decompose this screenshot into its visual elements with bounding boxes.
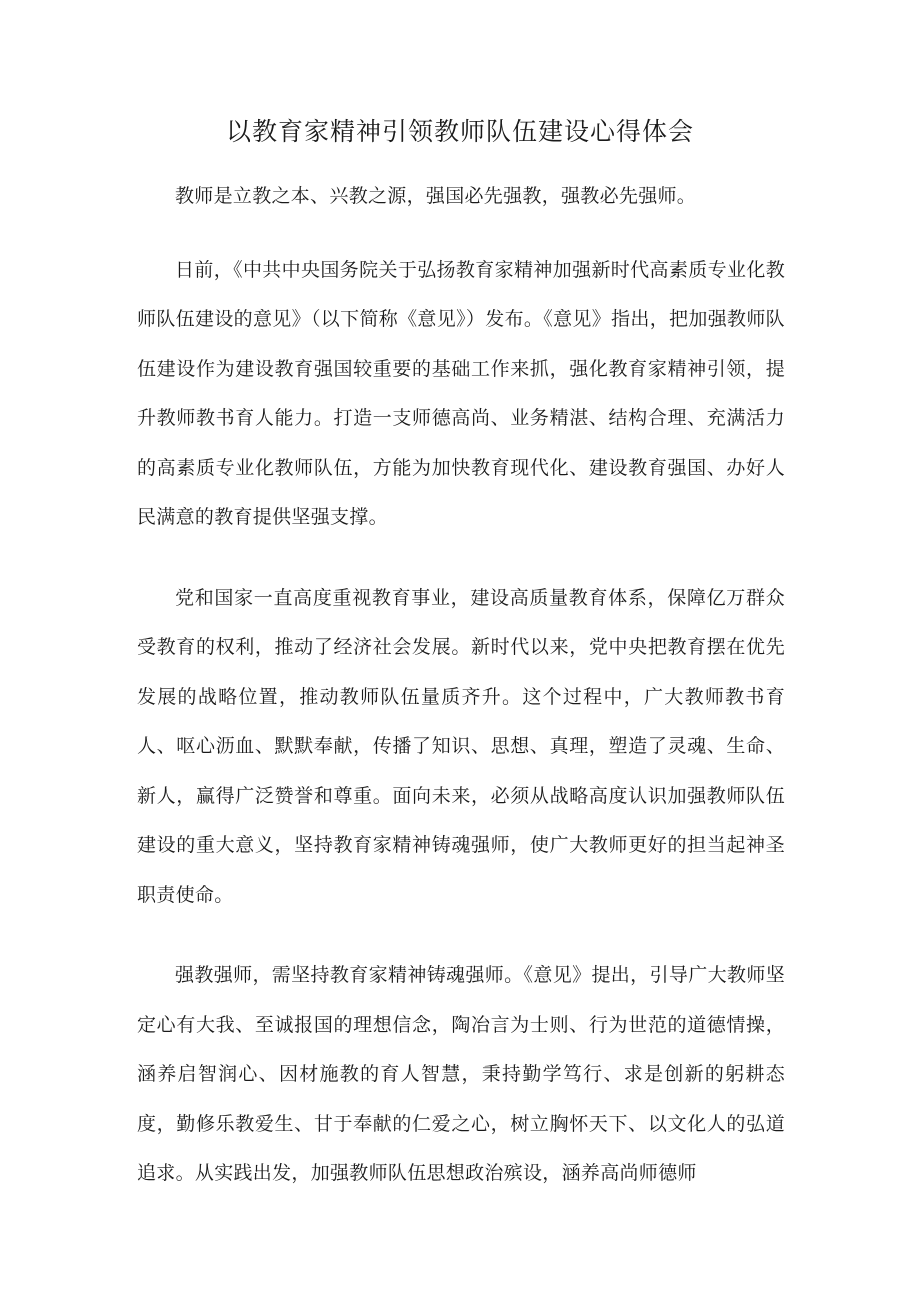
document-title: 以教育家精神引领教师队伍建设心得体会	[225, 117, 694, 146]
paragraph-2: 日前，《中共中央国务院关于弘扬教育家精神加强新时代高素质专业化教师队伍建设的意见》（以下简称《意见》）发布。《意见》指出，把加强教师队伍建设作为建设教育强国较重要的基础工作来抓，强化教育家精神引领，提升教师教书育人能力。打造一支师德高尚、业务精湛、结构合理、充满活力的高素质专业化教师队伍，方能为加快教育现代化、建设教育强国、办好人民满意的教育提供坚强支撑。	[137, 258, 785, 528]
paragraph-4: 强教强师，需坚持教育家精神铸魂强师。《意见》提出，引导广大教师坚定心有大我、至诚报国的理想信念，陶冶言为士则、行为世范的道德情操，涵养启智润心、因材施教的育人智慧，秉持勤学笃行、求是创新的躬耕态度，勤修乐教爱生、甘于奉献的仁爱之心，树立胸怀天下、以文化人的弘道追求。从实践出发，加强教师队伍思想政治殡设，涵养高尚师德师	[137, 964, 785, 1184]
paragraph-3: 党和国家一直高度重视教育事业，建设高质量教育体系，保障亿万群众受教育的权利，推动了经济社会发展。新时代以来，党中央把教育摆在优先发展的战略位置，推动教师队伍量质齐升。这个过程中，广大教师教书育人、呕心沥血、默默奉献，传播了知识、思想、真理，塑造了灵魂、生命、新人，赢得广泛赞誉和尊重。面向未来，必须从战略高度认识加强教师队伍建设的重大意义，坚持教育家精神铸魂强师，使广大教师更好的担当起神圣职责使命。	[137, 586, 785, 906]
paragraph-1: 教师是立教之本、兴教之源，强国必先强教，强教必先强师。	[175, 185, 697, 207]
document-body	[137, 172, 785, 1230]
